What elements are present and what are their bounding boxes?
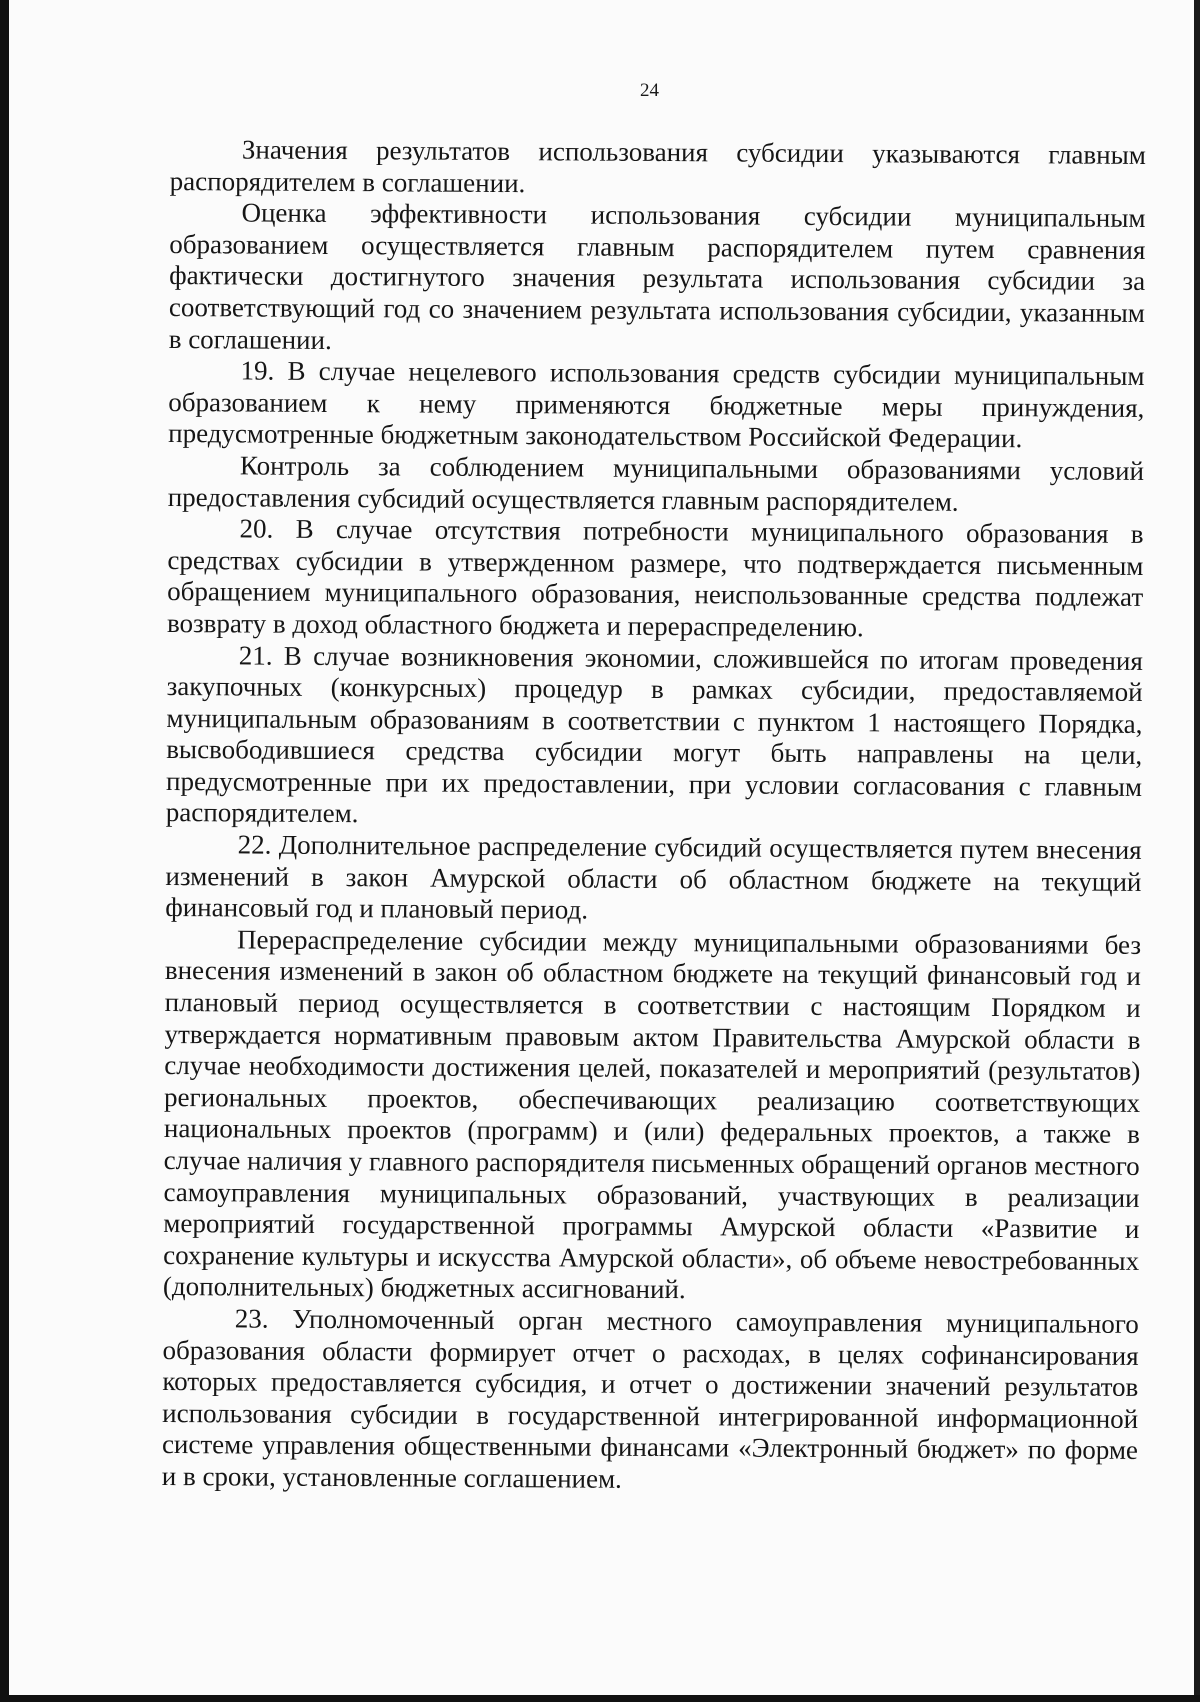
paragraph-23: 23. Уполномоченный орган местного самоуправления муниципального образования области формирует отчет о расходах, в целях софинансирования которых предоставляется субсидия, и отчет о достижении значений результатов использования субсидии в государственной интегрированной информационной системе управления общественными финансами «Электронный бюджет» по форме и в сроки, установленные соглашением. <box>161 1303 1139 1494</box>
paragraph-19: 19. В случае нецелевого использования средств субсидии муниципальным образованием к нему применяются бюджетные меры принуждения, предусмотренные бюджетным законодательством Российской Федерации. <box>168 355 1145 454</box>
paragraph-22: 22. Дополнительное распределение субсидий осуществляется путем внесения изменений в закон Амурской области об областном бюджете на текущий финансовый год и плановый период. <box>165 829 1142 925</box>
paragraph-results-values: Значения результатов использования субсидии указываются главным распорядителем в соглашении. <box>169 134 1146 198</box>
scan-border-bottom <box>0 1695 1200 1702</box>
scan-border-right <box>1194 0 1200 1702</box>
paragraph-redistribution: Перераспределение субсидии между муниципальными образованиями без внесения изменений в закон об областном бюджете на текущий финансовый год и плановый период осуществляется в соответствии с настоящим Порядком и утверждается нормативным правовым актом Правительства Амурской области в случае необходимости достижения целей, показателей и мероприятий (результатов) региональных проектов, обеспечивающих реализацию соответствующих национальных проектов (программ) и (или) федеральных проектов, а также в случае наличия у главного распорядителя письменных обращений органов местного самоуправления муниципальных образований, участвующих в реализации мероприятий государственной программы Амурской области «Развитие и сохранение культуры и искусства Амурской области», об объеме невостребованных (дополнительных) бюджетных ассигнований. <box>162 924 1142 1305</box>
paragraph-efficiency-evaluation: Оценка эффективности использования субсидии муниципальным образованием осуществляется главным распорядителем путем сравнения фактически достигнутого значения результата использования субсидии за соответствующий год со значением результата использования субсидии, указанным в соглашении. <box>168 197 1146 355</box>
page-number: 24 <box>640 80 659 101</box>
paragraph-21: 21. В случае возникновения экономии, сложившейся по итогам проведения закупочных (конкурсных) процедур в рамках субсидии, предоставляемой муниципальным образованиям в соответствии с пунктом 1 настоящего Порядка, высвободившиеся средства субсидии могут быть направлены на цели, предусмотренные при их предоставлении, при условии согласования с главным распорядителем. <box>165 639 1143 829</box>
scan-border-left <box>0 0 9 1702</box>
paragraph-control: Контроль за соблюдением муниципальными образованиями условий предоставления субсидий осуществляется главным распорядителем. <box>167 450 1145 517</box>
paragraph-20: 20. В случае отсутствия потребности муниципального образования в средствах субсидии в утвержденном размере, что подтверждается письменным обращением муниципального образования, неиспользованные средства подлежат возврату в доход областного бюджета и перераспределению. <box>166 513 1144 643</box>
document-body <box>162 134 1146 1498</box>
